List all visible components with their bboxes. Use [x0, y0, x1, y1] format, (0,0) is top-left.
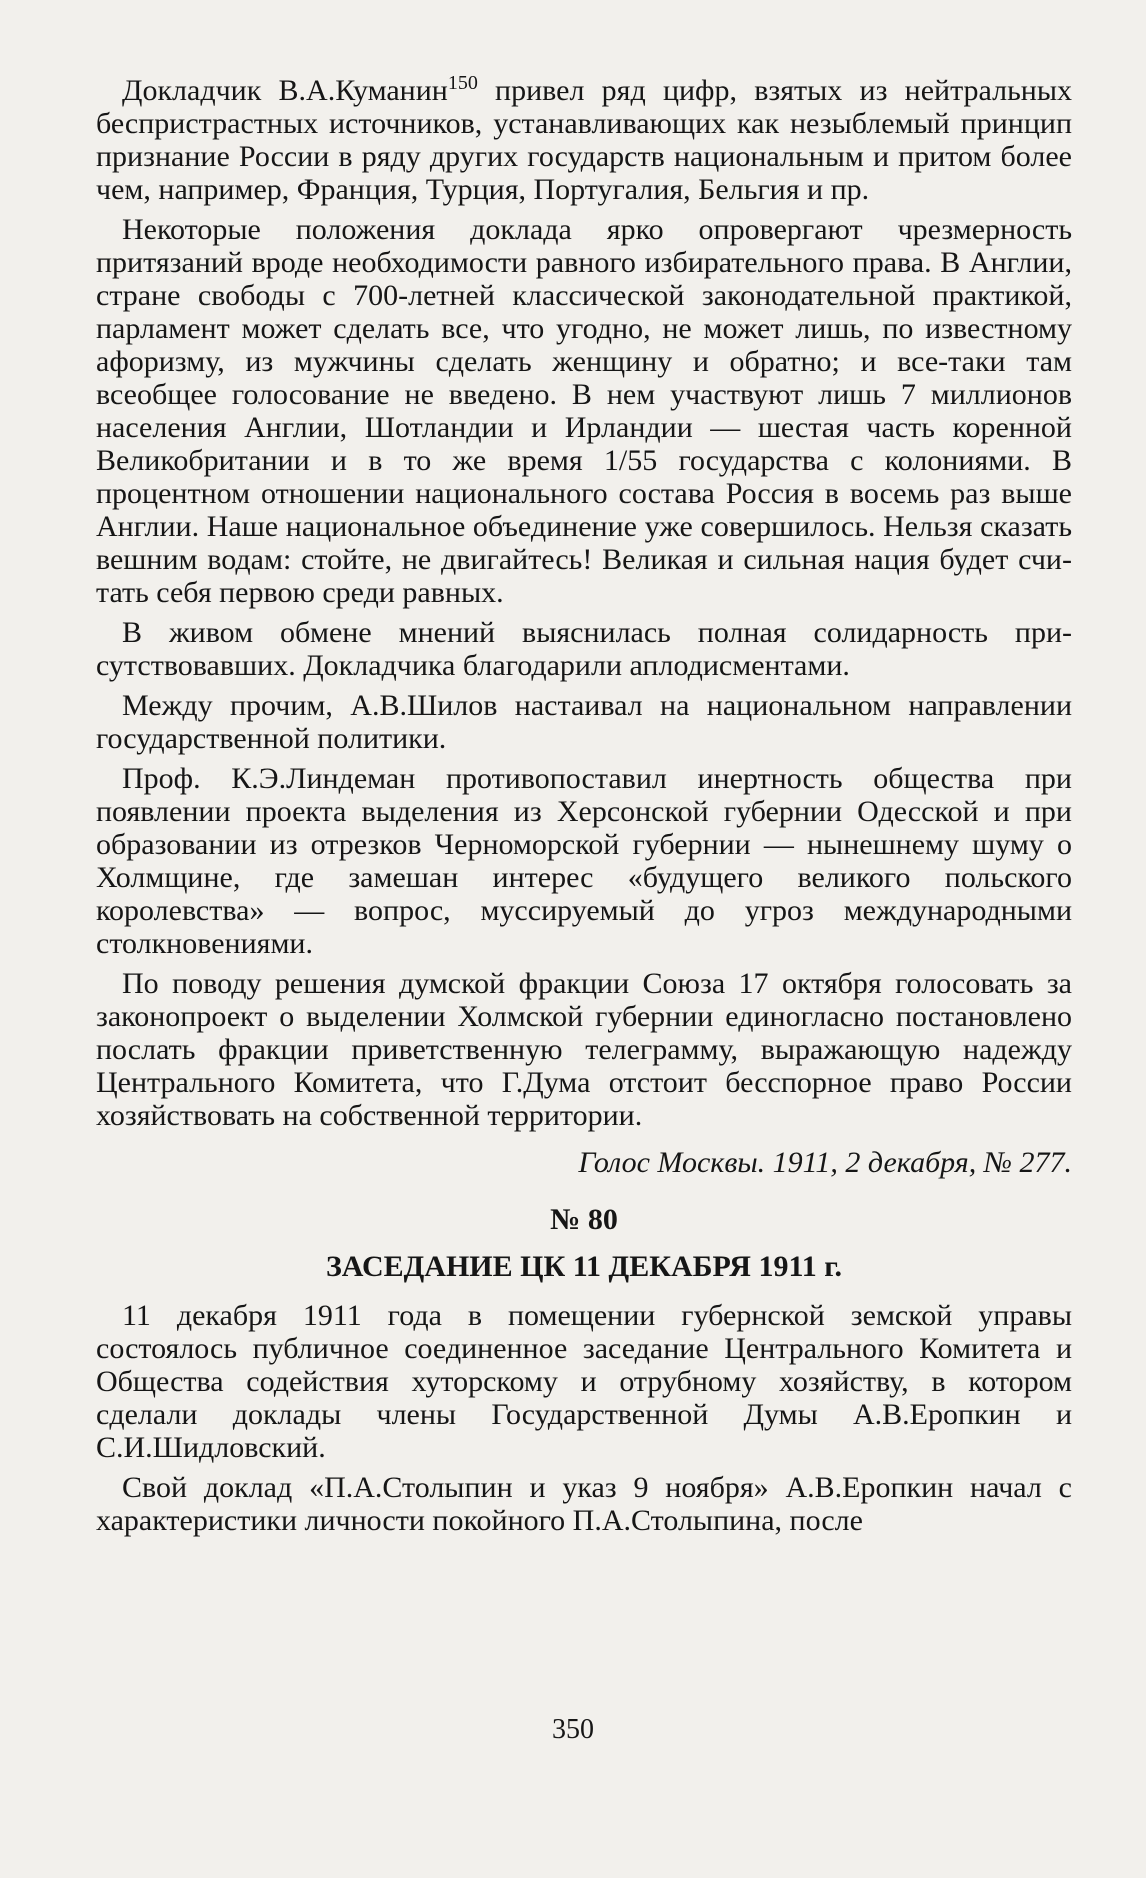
paragraph-text: Докладчик В.А.Куманин — [122, 74, 448, 107]
footnote-marker: 150 — [447, 72, 478, 94]
document-number: № 80 — [550, 1203, 618, 1236]
paragraph-eropkin-report: Свой доклад «П.А.Столыпин и указ 9 ноября» А.В.Еропкин начал с характеристики личности покойного П.А.Столыпина, после — [96, 1471, 1072, 1537]
paragraph-text: привел ряд цифр, взятых из нейтральных беспристрастных источников, устанавливающих как незыблемый принцип признание России в ряду других государств национальным и притом более чем, например, Франция, Турция, Португалия, Бельгия и пр. — [96, 74, 1072, 206]
paragraph-exchange-of-opinions: В живом обмене мнений выяснилась полная солидарность присутствовавших. Докладчика благодарили аплодисментами. — [96, 616, 1072, 682]
paragraph-telegram-decision: По поводу решения думской фракции Союза 17 октября голосовать за законопроект о выделении Холмской губернии единогласно постановлено послать фракции приветственную телеграмму, выражающую надежду Центрального Комитета, что Г.Дума отстоит бесспорное право России хозяйствовать на собственной территории. — [96, 967, 1072, 1132]
paragraph-shilov: Между прочим, А.В.Шилов настаивал на национальном направлении государственной политики. — [96, 689, 1072, 755]
source-citation: Голос Москвы. 1911, 2 декабря, № 277. — [578, 1146, 1072, 1179]
paragraph-report-provisions: Некоторые положения доклада ярко опровергают чрезмерность притязаний вроде необходимости равного избирательного права. В Англии, стране свободы с 700-летней классической законодательной практикой, парламент может сделать все, что угодно, не может лишь, по известному афоризму, из мужчины сделать женщину и обратно; и все-таки там всеобщее голосование не введено. В нем участвуют лишь 7 миллионов населения Англии, Шотландии и Ирландии — шестая часть коренной Великобритании и в то же время 1/55 государства с колониями. В процентном отношении национального состава Россия в восемь раз выше Англии. Наше национальное объединение уже совершилось. Нельзя сказать вешним водам: стойте, не двигайтесь! Великая и сильная нация будет считать себя первою среди равных. — [96, 213, 1072, 609]
page-number: 350 — [552, 1714, 594, 1745]
paragraph-lindeman: Проф. К.Э.Линдеман противопоставил инертность общества при появлении проекта выделения из Херсонской губернии Одесской и при образовании из отрезков Черноморской губернии — нынешнему шуму о Холмщине, где замешан интерес «будущего великого польского королевства» — вопрос, муссируемый до угроз международными столкновениями. — [96, 762, 1072, 960]
document-page — [96, 74, 1072, 1544]
document-heading: ЗАСЕДАНИЕ ЦК 11 ДЕКАБРЯ 1911 г. — [325, 1250, 843, 1283]
paragraph-kumanin-report — [96, 74, 1072, 206]
paragraph-joint-meeting: 11 декабря 1911 года в помещении губернской земской управы состоялось публичное соединенное заседание Центрального Комитета и Общества содействия хуторскому и отрубному хозяйству, в котором сделали доклады члены Государственной Думы А.В.Еропкин и С.И.Шидловский. — [96, 1299, 1072, 1464]
